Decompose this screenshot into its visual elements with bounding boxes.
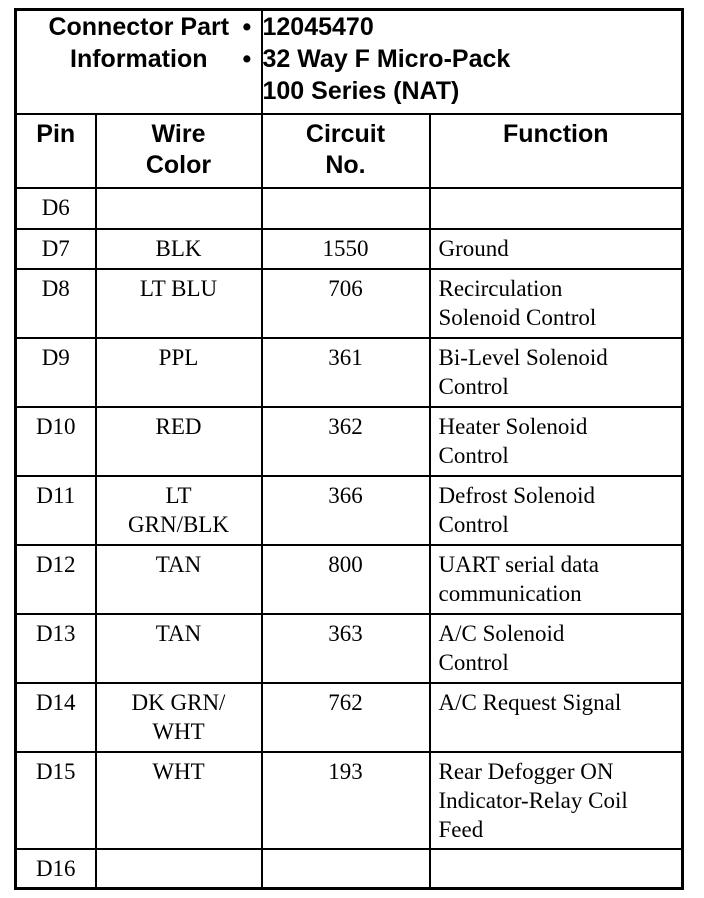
table-row bbox=[16, 229, 683, 269]
function-cell bbox=[430, 229, 683, 269]
connector-table bbox=[14, 8, 684, 890]
pin-cell bbox=[16, 683, 96, 752]
function-line: A/C Request Signal bbox=[438, 689, 622, 715]
pin-value: D14 bbox=[35, 689, 76, 715]
wire-color-line: LT BLU bbox=[139, 275, 218, 301]
column-header-pin-label: Pin bbox=[36, 119, 76, 148]
wire-color-cell bbox=[96, 188, 262, 229]
connector-series: 100 Series (NAT) bbox=[262, 77, 460, 105]
pin-cell bbox=[16, 338, 96, 407]
function-line: communication bbox=[438, 580, 582, 606]
circuit-cell bbox=[262, 476, 430, 545]
pin-value: D11 bbox=[36, 482, 76, 508]
column-header-function-label: Function bbox=[502, 119, 609, 148]
column-header-circuit-line1: Circuit bbox=[305, 119, 386, 148]
connector-document bbox=[14, 8, 684, 890]
function-cell bbox=[430, 338, 683, 407]
pin-value: D16 bbox=[35, 855, 76, 881]
wire-color-line: PPL bbox=[158, 344, 199, 370]
circuit-cell bbox=[262, 683, 430, 752]
table-row bbox=[16, 338, 683, 407]
column-header-wire-color-line2: Color bbox=[145, 150, 212, 179]
pin-cell bbox=[16, 188, 96, 229]
function-line: A/C Solenoid bbox=[438, 620, 565, 646]
circuit-cell bbox=[262, 752, 430, 849]
circuit-cell bbox=[262, 849, 430, 889]
connector-type: 32 Way F Micro-Pack bbox=[262, 45, 511, 73]
wire-color-line: GRN/BLK bbox=[128, 511, 229, 537]
function-line: UART serial data bbox=[438, 551, 599, 577]
function-cell bbox=[430, 188, 683, 229]
function-line: Defrost Solenoid bbox=[438, 482, 596, 508]
connector-info-label-line2: Information bbox=[70, 45, 208, 73]
wire-color-line: LT bbox=[165, 482, 192, 508]
wire-color-cell bbox=[96, 338, 262, 407]
function-line: Solenoid Control bbox=[438, 304, 597, 330]
column-header-function bbox=[430, 114, 683, 188]
connector-info-row bbox=[16, 10, 683, 114]
pin-value: D15 bbox=[35, 758, 76, 784]
bullet-icon: • bbox=[242, 45, 252, 73]
function-cell bbox=[430, 683, 683, 752]
function-cell bbox=[430, 476, 683, 545]
wire-color-line: WHT bbox=[152, 758, 205, 784]
wire-color-cell bbox=[96, 407, 262, 476]
circuit-cell bbox=[262, 407, 430, 476]
bullet-icon: • bbox=[242, 13, 252, 41]
circuit-cell bbox=[262, 229, 430, 269]
wire-color-line: BLK bbox=[155, 235, 202, 261]
wire-color-line: DK GRN/ bbox=[131, 689, 226, 715]
connector-info-item bbox=[242, 11, 682, 43]
function-line: Feed bbox=[438, 816, 484, 842]
circuit-cell bbox=[262, 545, 430, 614]
wire-color-cell bbox=[96, 614, 262, 683]
function-cell bbox=[430, 407, 683, 476]
circuit-value: 800 bbox=[328, 551, 363, 577]
function-cell bbox=[430, 849, 683, 889]
table-row bbox=[16, 683, 683, 752]
column-header-wire-color bbox=[96, 114, 262, 188]
pin-cell bbox=[16, 849, 96, 889]
function-line: Control bbox=[438, 511, 509, 537]
circuit-cell bbox=[262, 614, 430, 683]
connector-info-item bbox=[242, 43, 682, 75]
connector-info-item bbox=[263, 75, 682, 107]
column-header-circuit bbox=[262, 114, 430, 188]
pin-cell bbox=[16, 476, 96, 545]
pin-value: D13 bbox=[35, 620, 76, 646]
wire-color-cell bbox=[96, 476, 262, 545]
wire-color-cell bbox=[96, 229, 262, 269]
pin-value: D8 bbox=[41, 275, 70, 301]
wire-color-line: WHT bbox=[152, 718, 205, 744]
pin-cell bbox=[16, 752, 96, 849]
table-row bbox=[16, 752, 683, 849]
function-line: Bi-Level Solenoid bbox=[438, 344, 608, 370]
column-header-pin bbox=[16, 114, 96, 188]
pin-cell bbox=[16, 407, 96, 476]
column-header-wire-color-line1: Wire bbox=[151, 119, 206, 148]
table-row bbox=[16, 614, 683, 683]
pin-cell bbox=[16, 545, 96, 614]
function-line: Recirculation bbox=[438, 275, 563, 301]
circuit-value: 366 bbox=[328, 482, 363, 508]
function-cell bbox=[430, 614, 683, 683]
function-line: Control bbox=[438, 442, 509, 468]
function-line: Control bbox=[438, 373, 509, 399]
wire-color-line: TAN bbox=[155, 551, 202, 577]
connector-part-number: 12045470 bbox=[262, 13, 374, 41]
circuit-cell bbox=[262, 188, 430, 229]
function-cell bbox=[430, 545, 683, 614]
column-header-row bbox=[16, 114, 683, 188]
function-line: Rear Defogger ON bbox=[438, 758, 614, 784]
wire-color-cell bbox=[96, 849, 262, 889]
circuit-value: 706 bbox=[328, 275, 363, 301]
pin-value: D7 bbox=[41, 235, 70, 261]
table-row bbox=[16, 476, 683, 545]
wire-color-cell bbox=[96, 683, 262, 752]
pin-value: D10 bbox=[35, 413, 76, 439]
function-cell bbox=[430, 752, 683, 849]
connector-info-label bbox=[16, 10, 262, 114]
table-row bbox=[16, 849, 683, 889]
wire-color-cell bbox=[96, 269, 262, 338]
function-cell bbox=[430, 269, 683, 338]
pin-cell bbox=[16, 229, 96, 269]
table-row bbox=[16, 188, 683, 229]
circuit-value: 362 bbox=[328, 413, 363, 439]
connector-info-label-line1: Connector Part bbox=[48, 13, 230, 41]
pin-value: D12 bbox=[35, 551, 76, 577]
circuit-value: 1550 bbox=[322, 235, 369, 261]
wire-color-cell bbox=[96, 752, 262, 849]
circuit-value: 762 bbox=[328, 689, 363, 715]
function-line: Control bbox=[438, 649, 509, 675]
wire-color-cell bbox=[96, 545, 262, 614]
circuit-value: 193 bbox=[328, 758, 363, 784]
function-line: Heater Solenoid bbox=[438, 413, 588, 439]
pin-cell bbox=[16, 614, 96, 683]
column-header-circuit-line2: No. bbox=[325, 150, 366, 179]
circuit-value: 361 bbox=[328, 344, 363, 370]
table-row bbox=[16, 269, 683, 338]
circuit-cell bbox=[262, 338, 430, 407]
pin-value: D6 bbox=[41, 194, 70, 220]
function-line: Indicator-Relay Coil bbox=[438, 787, 628, 813]
table-row bbox=[16, 407, 683, 476]
pin-cell bbox=[16, 269, 96, 338]
function-line: Ground bbox=[438, 235, 509, 261]
circuit-cell bbox=[262, 269, 430, 338]
connector-info-items bbox=[242, 10, 683, 114]
pin-value: D9 bbox=[41, 344, 70, 370]
table-row bbox=[16, 545, 683, 614]
wire-color-line: TAN bbox=[155, 620, 202, 646]
circuit-value: 363 bbox=[328, 620, 363, 646]
wire-color-line: RED bbox=[155, 413, 202, 439]
